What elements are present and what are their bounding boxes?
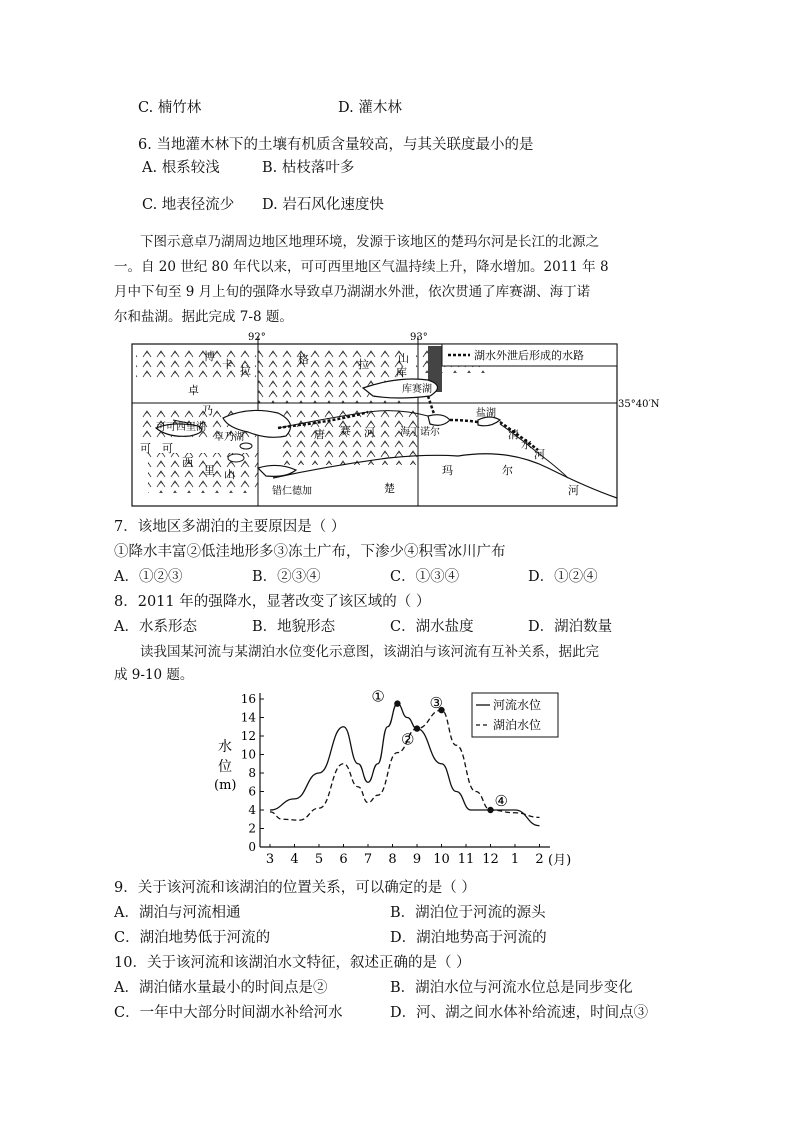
x-tick-label: 4 (290, 852, 299, 867)
q10-option-b: B．湖泊水位与河流水位总是同步变化 (390, 980, 633, 996)
label-chu: 楚 (384, 482, 395, 495)
q6-option-b: B. 枯枝落叶多 (262, 160, 355, 176)
label-nai: 乃 (202, 404, 213, 417)
marker-point (487, 807, 493, 813)
passage1-line1: 下图示意卓乃湖周边地区地理环境，发源于该地区的楚玛尔河是长江的北源之 (140, 234, 599, 250)
x-tick-label: 12 (482, 852, 499, 867)
label-kekexili-lake: 可可西里湖 (156, 422, 206, 433)
y-tick-label: 12 (240, 729, 256, 743)
q9-option-a: A．湖泊与河流相通 (114, 905, 241, 921)
passage1-line2: 一。自 20 世纪 80 年代以来，可可西里地区气温持续上升，降水增加。2011 年 8 (114, 259, 609, 275)
x-tick-label: 5 (314, 852, 324, 867)
label-haidingnuoer: 海丁诺尔 (400, 427, 440, 438)
q8-option-b: B．地貌形态 (252, 619, 336, 635)
label-xi: 西 (182, 456, 193, 469)
lon-92-label: 92° (248, 332, 266, 343)
ylabel-char-1: 水 (218, 739, 232, 755)
y-tick-label: 16 (240, 692, 256, 706)
y-tick-label: 14 (240, 710, 256, 725)
marker-label: ② (401, 730, 415, 749)
label-li: 里 (204, 464, 215, 477)
passage2-line1: 读我国某河流与某湖泊水位变化示意图，该湖泊与该河流有互补关系，据此完 (140, 644, 599, 660)
label-zhuonai-lake: 卓乃湖 (214, 432, 244, 443)
label-shan2: 山 (224, 468, 235, 481)
x-tick-label: 7 (363, 852, 373, 867)
q10-option-c: C．一年中大部分时间湖水补给河水 (114, 1005, 343, 1021)
label-er: 尔 (502, 464, 513, 477)
ylabel-char-3: (m) (214, 778, 237, 793)
x-tick-label: 6 (339, 852, 348, 867)
x-tick-label: 2 (535, 852, 544, 867)
label-shan3: 山 (398, 352, 409, 365)
label-zhuo: 卓 (188, 384, 199, 397)
label-sai: 赛 (340, 424, 351, 437)
label-la2: 拉 (358, 358, 369, 371)
q6-stem: 6. 当地灌木林下的土壤有机质含量较高，与其关联度最小的是 (138, 137, 534, 153)
q5-option-d: D. 灌木林 (338, 100, 402, 116)
q8-option-c: C．湖水盐度 (390, 619, 474, 635)
label-he3: 河 (568, 484, 579, 497)
q6-option-a: A. 根系较浅 (142, 160, 220, 176)
label-la: 拉 (240, 364, 251, 377)
q6-option-d: D. 岩石风化速度快 (262, 197, 384, 213)
region-map (128, 328, 660, 510)
label-ke1: 可 (140, 442, 151, 455)
q7-option-d: D．①②④ (528, 569, 598, 585)
x-tick-label: 3 (265, 852, 275, 867)
x-tick-label: 9 (412, 852, 422, 867)
x-tick-label: 8 (388, 852, 397, 867)
lat-label: 35°40′N (618, 399, 660, 410)
q10-option-a: A．湖泊储水量最小的时间点是② (114, 980, 328, 996)
q7-option-a: A．①②③ (114, 569, 183, 585)
marker-label: ① (371, 687, 385, 706)
q10-option-d: D．河、湖之间水体补给流速，时间点③ (390, 1005, 649, 1021)
label-kusai-lake: 库赛湖 (402, 384, 432, 395)
label-kusai: 库 (396, 366, 407, 379)
q8-stem: 8．2011 年的强降水，显著改变了该区域的（ ） (114, 594, 431, 610)
label-ge: 格 (298, 353, 309, 366)
x-unit-label: (月) (548, 853, 572, 868)
label-bo: 博 (204, 350, 215, 363)
label-he1: 河 (364, 426, 375, 439)
label-ma: 玛 (442, 464, 453, 477)
q5-option-c: C. 楠竹林 (138, 100, 202, 116)
y-tick-label: 2 (248, 821, 256, 836)
y-tick-label: 8 (248, 766, 256, 780)
x-tick-label: 11 (457, 852, 475, 867)
q9-option-c: C．湖泊地势低于河流的 (114, 930, 271, 946)
y-tick-label: 4 (248, 803, 256, 817)
y-tick-label: 6 (248, 784, 256, 799)
marker-point (394, 700, 400, 706)
q7-option-b: B．②③④ (252, 569, 321, 585)
marker-label: ④ (494, 792, 508, 810)
ylabel-char-2: 位 (218, 759, 232, 775)
q7-option-c: C．①③④ (390, 569, 460, 585)
q8-option-a: A．水系形态 (114, 619, 197, 635)
passage2-line2: 成 9-10 题。 (114, 667, 194, 683)
label-cuorendejia: 错仁德加 (272, 486, 312, 497)
label-yanhu: 盐湖 (476, 408, 496, 419)
label-he2: 河 (534, 448, 545, 461)
water-level-chart (210, 685, 600, 873)
passage1-line3: 月中下旬至 9 月上旬的强降水导致卓乃湖湖水外泄，依次贯通了库赛湖、海丁诺 (114, 284, 591, 300)
legend-river: 河流水位 (493, 698, 542, 712)
passage1-line4: 尔和盐湖。据此完成 7-8 题。 (114, 309, 293, 325)
label-ka: 卡 (222, 358, 233, 371)
label-ke2: 可 (162, 442, 173, 455)
marker-label: ③ (429, 694, 443, 713)
x-tick-label: 10 (433, 852, 450, 867)
q10-stem: 10．关于该河流和该湖泊水文特征，叙述正确的是（ ） (114, 955, 471, 971)
q7-items: ①降水丰富②低洼地形多③冻土广布，下渗少④积雪冰川广布 (114, 544, 506, 560)
label-shui: 水 (521, 438, 532, 451)
y-tick-label: 0 (248, 840, 256, 854)
legend-lake: 湖泊水位 (493, 718, 542, 732)
q9-stem: 9．关于该河流和该湖泊的位置关系，可以确定的是（ ） (114, 880, 476, 896)
q9-option-d: D．湖泊地势高于河流的 (390, 930, 547, 946)
lon-93-label: 93° (410, 332, 428, 343)
legend-label: 湖水外泄后形成的水路 (474, 349, 584, 362)
label-qing: 清 (508, 428, 519, 441)
label-tang: 唐 (314, 428, 325, 441)
y-tick-label: 10 (240, 747, 256, 762)
q7-stem: 7．该地区多湖泊的主要原因是（ ） (114, 519, 346, 535)
q6-option-c: C. 地表径流少 (142, 197, 235, 213)
q9-option-b: B．湖泊位于河流的源头 (390, 905, 546, 921)
x-tick-label: 1 (510, 852, 520, 867)
q8-option-d: D．湖泊数量 (528, 619, 613, 635)
marker-point (414, 725, 420, 731)
